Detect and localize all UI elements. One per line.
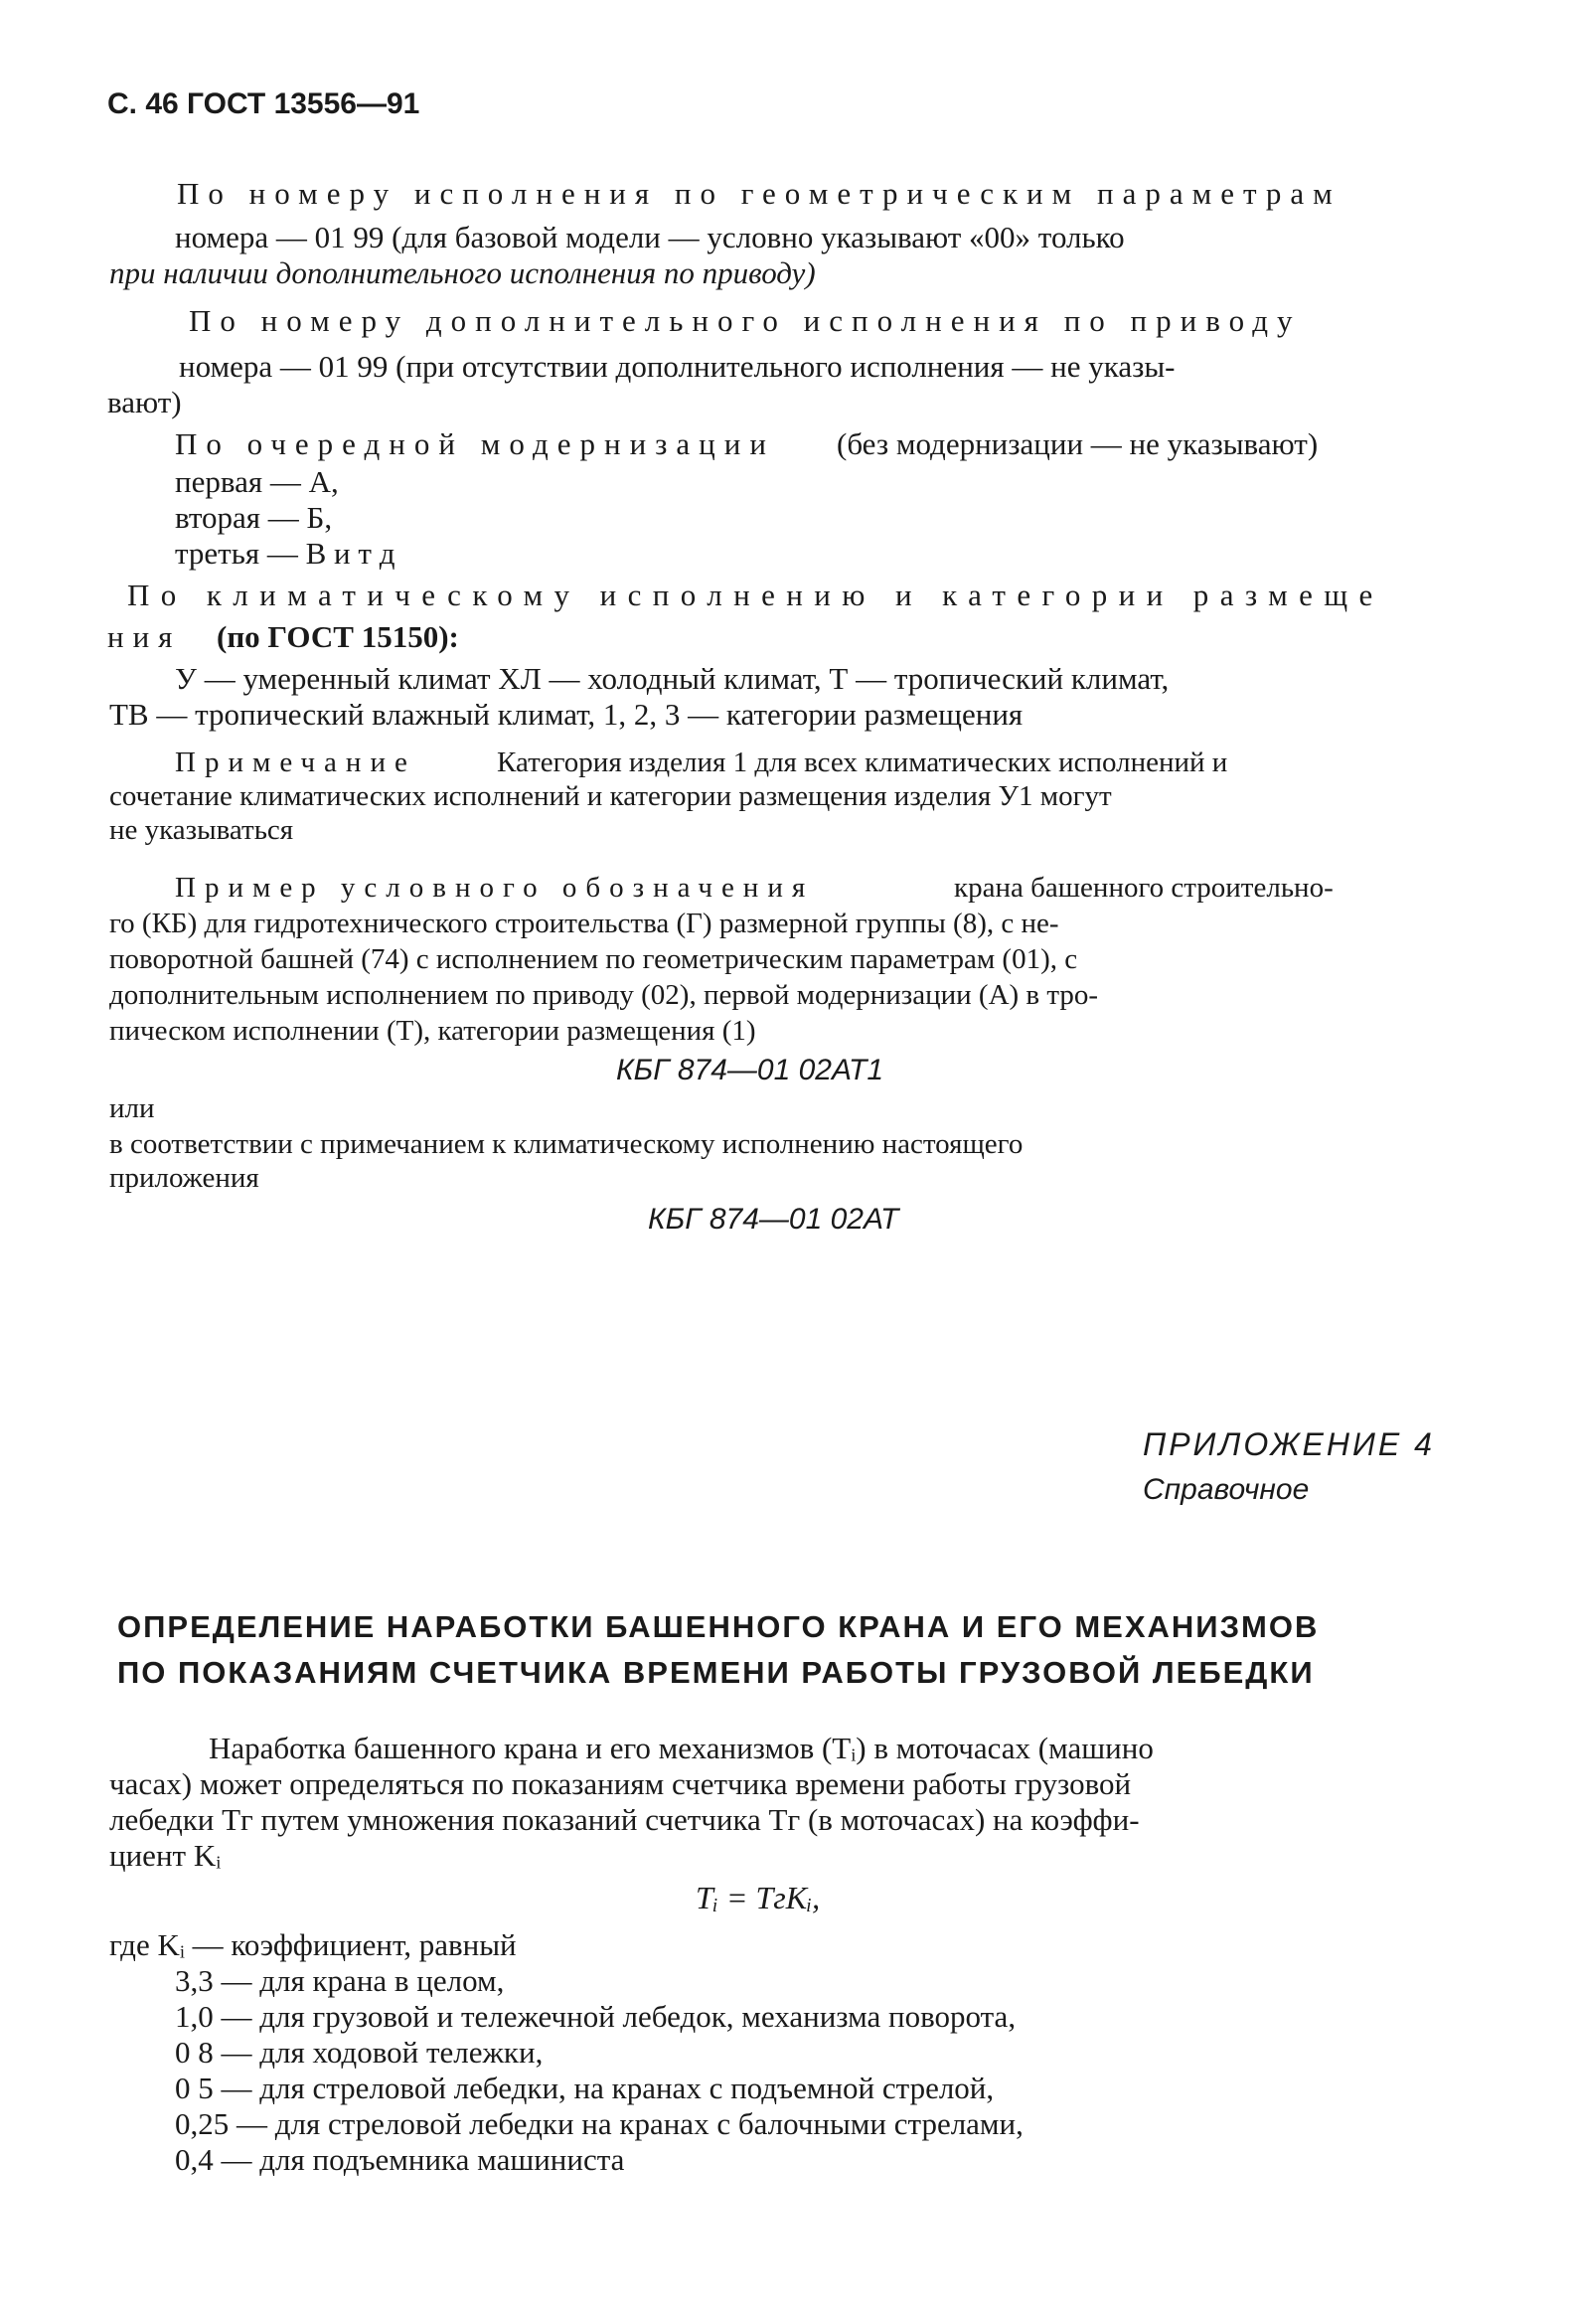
coef-item: 0,25 — для стреловой лебедки на кранах с балочными стрелами,: [175, 2106, 1024, 2141]
coef-item: 0 8 — для ходовой тележки,: [175, 2035, 544, 2070]
or-text: или: [109, 1092, 155, 1124]
page-header: С. 46 ГОСТ 13556—91: [107, 87, 420, 120]
example-line-5: пическом исполнении (Т), категории размещения (1): [109, 1015, 756, 1047]
drive-line-1: номера — 01 99 (при отсутствии дополнительного исполнения — не указы-: [179, 349, 1176, 384]
example-line-4: дополнительным исполнением по приводу (02), первой модернизации (А) в тро-: [109, 979, 1099, 1011]
example-line-7: приложения: [109, 1162, 259, 1194]
mod-item-1: первая — А,: [175, 464, 339, 499]
appendix-label: ПРИЛОЖЕНИЕ 4: [1143, 1426, 1435, 1462]
example-line-6: в соответствии с примечанием к климатическому исполнению настоящего: [109, 1128, 1024, 1160]
paragraph-line-2: часах) может определяться по показаниям счетчика времени работы грузовой: [109, 1766, 1132, 1801]
coef-item: 0 5 — для стреловой лебедки, на кранах с подъемной стрелой,: [175, 2071, 995, 2105]
clim-heading-line-1: По климатическому исполнению и категории размеще: [127, 578, 1384, 612]
coef-item: 3,3 — для крана в целом,: [175, 1963, 505, 1998]
mod-item-2: вторая — Б,: [175, 500, 333, 535]
paragraph-line-4: циент Kᵢ: [109, 1838, 222, 1873]
geom-line-1: номера — 01 99 (для базовой модели — условно указывают «00» только: [175, 220, 1125, 254]
appendix-title-line-2: ПО ПОКАЗАНИЯМ СЧЕТЧИКА ВРЕМЕНИ РАБОТЫ ГРУЗОВОЙ ЛЕБЕДКИ: [117, 1655, 1315, 1690]
note-line-3: не указываться: [109, 814, 294, 846]
designation-formula-2: КБГ 874—01 02АТ: [648, 1203, 899, 1236]
drive-line-2: вают): [107, 385, 182, 419]
appendix-type: Справочное: [1143, 1473, 1310, 1506]
mod-note: (без модернизации — не указывают): [837, 426, 1319, 461]
mod-item-3: третья — В и т д: [175, 536, 395, 571]
mod-heading: По очередной модернизации: [175, 426, 775, 461]
note-line-2: сочетание климатических исполнений и категории размещения изделия У1 могут: [109, 780, 1112, 812]
clim-heading-line-2: ния: [107, 619, 182, 654]
example-label: Пример условного обозначения: [175, 872, 815, 904]
geom-heading: По номеру исполнения по геометрическим параметрам: [177, 176, 1341, 211]
note-line-1: Категория изделия 1 для всех климатических исполнений и: [497, 747, 1228, 778]
clim-heading-gost: (по ГОСТ 15150):: [217, 619, 459, 654]
coef-item: 1,0 — для грузовой и тележечной лебедок, механизма поворота,: [175, 1999, 1017, 2034]
example-line-3: поворотной башней (74) с исполнением по геометрическим параметрам (01), с: [109, 943, 1078, 975]
paragraph-line-3: лебедки Tг путем умножения показаний счетчика Tг (в моточасах) на коэффи-: [109, 1802, 1140, 1837]
designation-formula-1: КБГ 874—01 02АТ1: [616, 1054, 884, 1086]
geom-line-2: при наличии дополнительного исполнения по приводу): [109, 255, 816, 290]
paragraph-line-1: Наработка башенного крана и его механизмов (Tᵢ) в моточасах (машино: [209, 1731, 1154, 1765]
worktime-formula: Tᵢ = TгKᵢ,: [696, 1880, 821, 1915]
example-line-2: го (КБ) для гидротехнического строительства (Г) размерной группы (8), с не-: [109, 908, 1059, 939]
appendix-title-line-1: ОПРЕДЕЛЕНИЕ НАРАБОТКИ БАШЕННОГО КРАНА И ЕГО МЕХАНИЗМОВ: [117, 1609, 1320, 1644]
example-line-1: крана башенного строительно-: [954, 872, 1334, 904]
note-label: Примечание: [175, 747, 416, 778]
clim-line-2: ТВ — тропический влажный климат, 1, 2, 3 — категории размещения: [109, 697, 1024, 732]
where-line: где Kᵢ — коэффициент, равный: [109, 1927, 517, 1962]
coef-item: 0,4 — для подъемника машиниста: [175, 2142, 625, 2177]
clim-line-1: У — умеренный климат ХЛ — холодный климат, Т — тропический климат,: [175, 661, 1170, 696]
drive-heading: По номеру дополнительного исполнения по приводу: [189, 303, 1302, 338]
